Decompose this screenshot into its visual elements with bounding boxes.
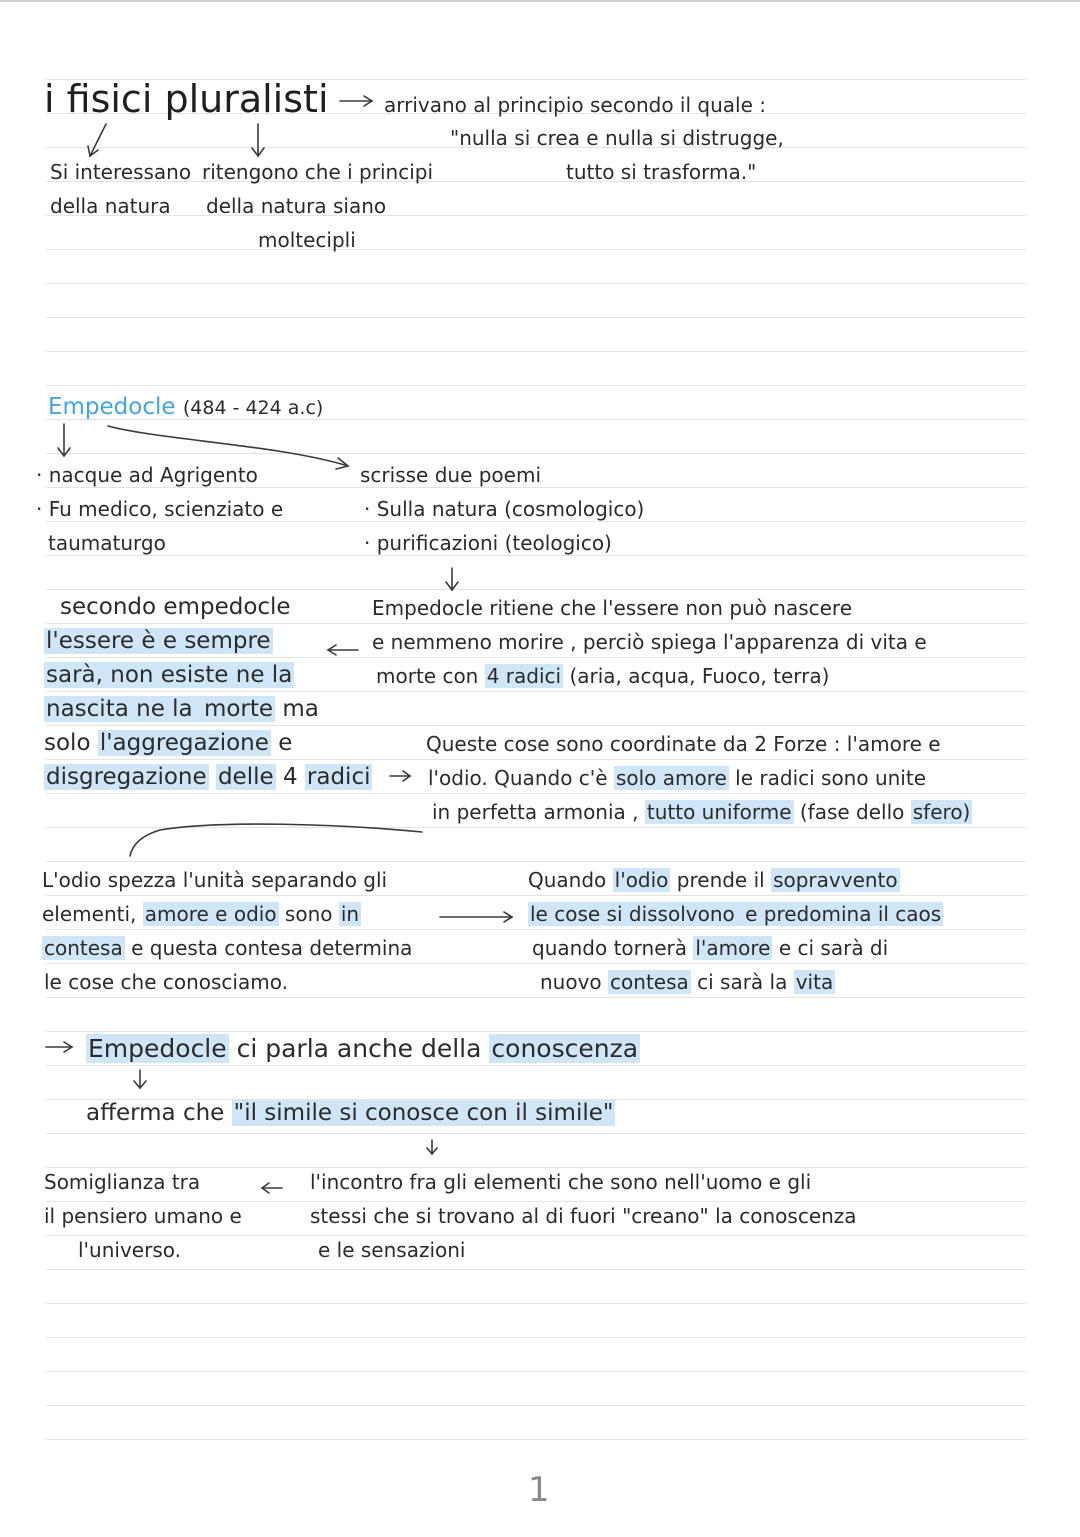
empedocle-dates: (484 - 424 a.c) <box>182 397 324 419</box>
bio-line-2: · Fu medico, scienziato e <box>36 497 284 521</box>
poem-2: · purificazioni (teologico) <box>364 531 612 555</box>
odio-line-3: contesa e questa contesa determina <box>44 936 413 960</box>
secondo-line-3: sarà, non esiste ne la <box>46 662 293 688</box>
branch-left-line-2: della natura <box>50 194 171 218</box>
section-heading <box>48 396 323 419</box>
conoscenza-intro: Empedocle ci parla anche della conoscenza <box>88 1034 639 1063</box>
branch-right-line-3: moltecipli <box>258 228 356 252</box>
principle-quote-line-1: "nulla si crea e nulla si distrugge, <box>450 126 784 150</box>
secondo-line-2: l'essere è e sempre <box>46 628 271 654</box>
somiglianza-line-1: Somiglianza tra <box>44 1170 201 1194</box>
branch-right-line-1: ritengono che i principi <box>202 160 434 184</box>
poems-intro: scrisse due poemi <box>360 463 542 487</box>
somiglianza-line-3: l'universo. <box>78 1238 181 1262</box>
afferma-line: afferma che "il simile si conosce con il simile" <box>86 1100 614 1126</box>
incontro-line-3: e le sensazioni <box>318 1238 466 1262</box>
essere-line-2: e nemmeno morire , perciò spiega l'apparenza di vita e <box>372 630 927 654</box>
caos-line-2: le cose si dissolvono e predomina il caos <box>530 902 942 926</box>
caos-line-3: quando tornerà l'amore e ci sarà di <box>532 936 889 960</box>
odio-line-1: L'odio spezza l'unità separando gli <box>42 868 388 892</box>
page-number: 1 <box>528 1470 550 1510</box>
forze-line-3: in perfetta armonia , tutto uniforme (fase dello sfero) <box>432 800 971 824</box>
bio-line-3: taumaturgo <box>48 531 166 555</box>
secondo-line-4: nascita ne la morte ma <box>46 696 319 722</box>
caos-line-1: Quando l'odio prende il sopravvento <box>528 868 898 892</box>
secondo-line-5: solo l'aggregazione e <box>44 730 293 756</box>
essere-line-1: Empedocle ritiene che l'essere non può nascere <box>372 596 853 620</box>
secondo-line-1: secondo empedocle <box>60 594 291 620</box>
forze-line-2: l'odio. Quando c'è solo amore le radici sono unite <box>428 766 927 790</box>
highlight-4-radici: 4 radici <box>486 664 562 688</box>
poem-1: · Sulla natura (cosmologico) <box>364 497 645 521</box>
branch-right-line-2: della natura siano <box>206 194 387 218</box>
forze-line-1: Queste cose sono coordinate da 2 Forze : l'amore e <box>426 732 941 756</box>
empedocle-name: Empedocle <box>48 394 176 420</box>
incontro-line-1: l'incontro fra gli elementi che sono nell'uomo e gli <box>310 1170 812 1194</box>
principle-quote-line-2: tutto si trasforma." <box>566 160 757 184</box>
somiglianza-line-2: il pensiero umano e <box>44 1204 242 1228</box>
page-title: i fisici pluralisti <box>44 77 329 121</box>
essere-line-3: morte con 4 radici (aria, acqua, Fuoco, terra) <box>376 664 830 688</box>
branch-left-line-1: Si interessano <box>50 160 192 184</box>
secondo-line-6: disgregazione delle 4 radici <box>46 764 371 790</box>
odio-line-2: elementi, amore e odio sono in <box>42 902 360 926</box>
odio-line-4: le cose che conosciamo. <box>44 970 288 994</box>
principle-intro: arrivano al principio secondo il quale : <box>384 93 766 117</box>
incontro-line-2: stessi che si trovano al di fuori "creano" la conoscenza <box>310 1204 857 1228</box>
caos-line-4: nuovo contesa ci sarà la vita <box>540 970 834 994</box>
bio-line-1: · nacque ad Agrigento <box>36 463 258 487</box>
